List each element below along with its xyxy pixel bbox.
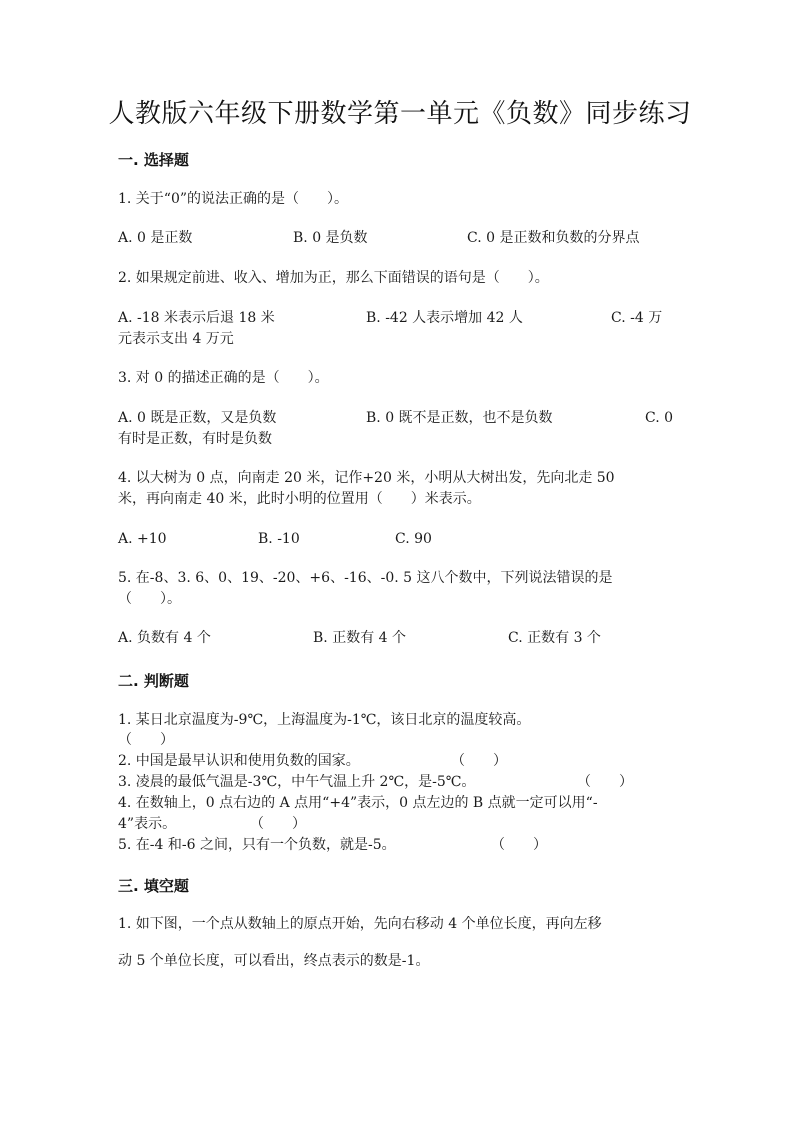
- option-c: C. 正数有 3 个: [508, 630, 601, 646]
- option-a: A. +10: [118, 531, 167, 547]
- judge-item-text: 1. 某日北京温度为-9℃，上海温度为-1℃，该日北京的温度较高。: [118, 712, 531, 728]
- fill-item-text-continued: 动 5 个单位长度，可以看出，终点表示的数是-1。: [118, 953, 430, 969]
- question-text: 2. 如果规定前进、收入、增加为正，那么下面错误的语句是（ ）。: [118, 270, 549, 286]
- answer-blank[interactable]: （ ）: [250, 816, 306, 832]
- option-c-continued: 有时是正数，有时是负数: [118, 431, 272, 447]
- option-b: B. -10: [258, 531, 300, 547]
- option-c: C. 0 是正数和负数的分界点: [467, 230, 640, 246]
- section-heading-fill: 三. 填空题: [118, 877, 189, 895]
- judge-item-text: 5. 在-4 和-6 之间，只有一个负数，就是-5。: [118, 837, 396, 853]
- question-text: 3. 对 0 的描述正确的是（ ）。: [118, 370, 329, 386]
- judge-item-text: 3. 凌晨的最低气温是-3℃，中午气温上升 2℃，是-5℃。: [118, 774, 476, 790]
- section-heading-choice: 一. 选择题: [118, 151, 189, 169]
- answer-blank[interactable]: （ ）: [118, 732, 174, 748]
- section-heading-judge: 二. 判断题: [118, 672, 189, 690]
- question-text: 4. 以大树为 0 点，向南走 20 米，记作+20 米，小明从大树出发，先向北走 50: [118, 470, 615, 486]
- question-text: 5. 在-8、3. 6、0、19、-20、+6、-16、-0. 5 这八个数中，下列说法错误的是: [118, 570, 613, 586]
- question-text-continued: 米，再向南走 40 米，此时小明的位置用（ ）米表示。: [118, 491, 481, 507]
- page-title: 人教版六年级下册数学第一单元《负数》同步练习: [108, 99, 692, 129]
- option-a: A. 0 是正数: [118, 230, 193, 246]
- question-text: 1. 关于“0”的说法正确的是（ ）。: [118, 191, 349, 207]
- judge-item-text: 4. 在数轴上，0 点右边的 A 点用“+4”表示，0 点左边的 B 点就一定可以用“-: [118, 795, 598, 811]
- option-c-continued: 元表示支出 4 万元: [118, 331, 234, 347]
- option-a: A. -18 米表示后退 18 米: [118, 310, 275, 326]
- option-c: C. 0: [645, 410, 674, 426]
- option-c: C. -4 万: [611, 310, 663, 326]
- judge-item-text: 2. 中国是最早认识和使用负数的国家。: [118, 753, 360, 769]
- answer-blank[interactable]: （ ）: [491, 837, 547, 853]
- option-c: C. 90: [395, 531, 432, 547]
- answer-blank[interactable]: （ ）: [577, 774, 633, 790]
- question-text-continued: （ ）。: [118, 591, 181, 607]
- option-a: A. 负数有 4 个: [118, 630, 211, 646]
- fill-item-text: 1. 如下图，一个点从数轴上的原点开始，先向右移动 4 个单位长度，再向左移: [118, 916, 602, 932]
- option-b: B. 0 是负数: [293, 230, 368, 246]
- option-b: B. -42 人表示增加 42 人: [366, 310, 523, 326]
- option-b: B. 正数有 4 个: [313, 630, 406, 646]
- option-a: A. 0 既是正数，又是负数: [118, 410, 277, 426]
- answer-blank[interactable]: （ ）: [451, 753, 507, 769]
- judge-item-text-continued: 4”表示。: [118, 816, 177, 832]
- option-b: B. 0 既不是正数，也不是负数: [366, 410, 553, 426]
